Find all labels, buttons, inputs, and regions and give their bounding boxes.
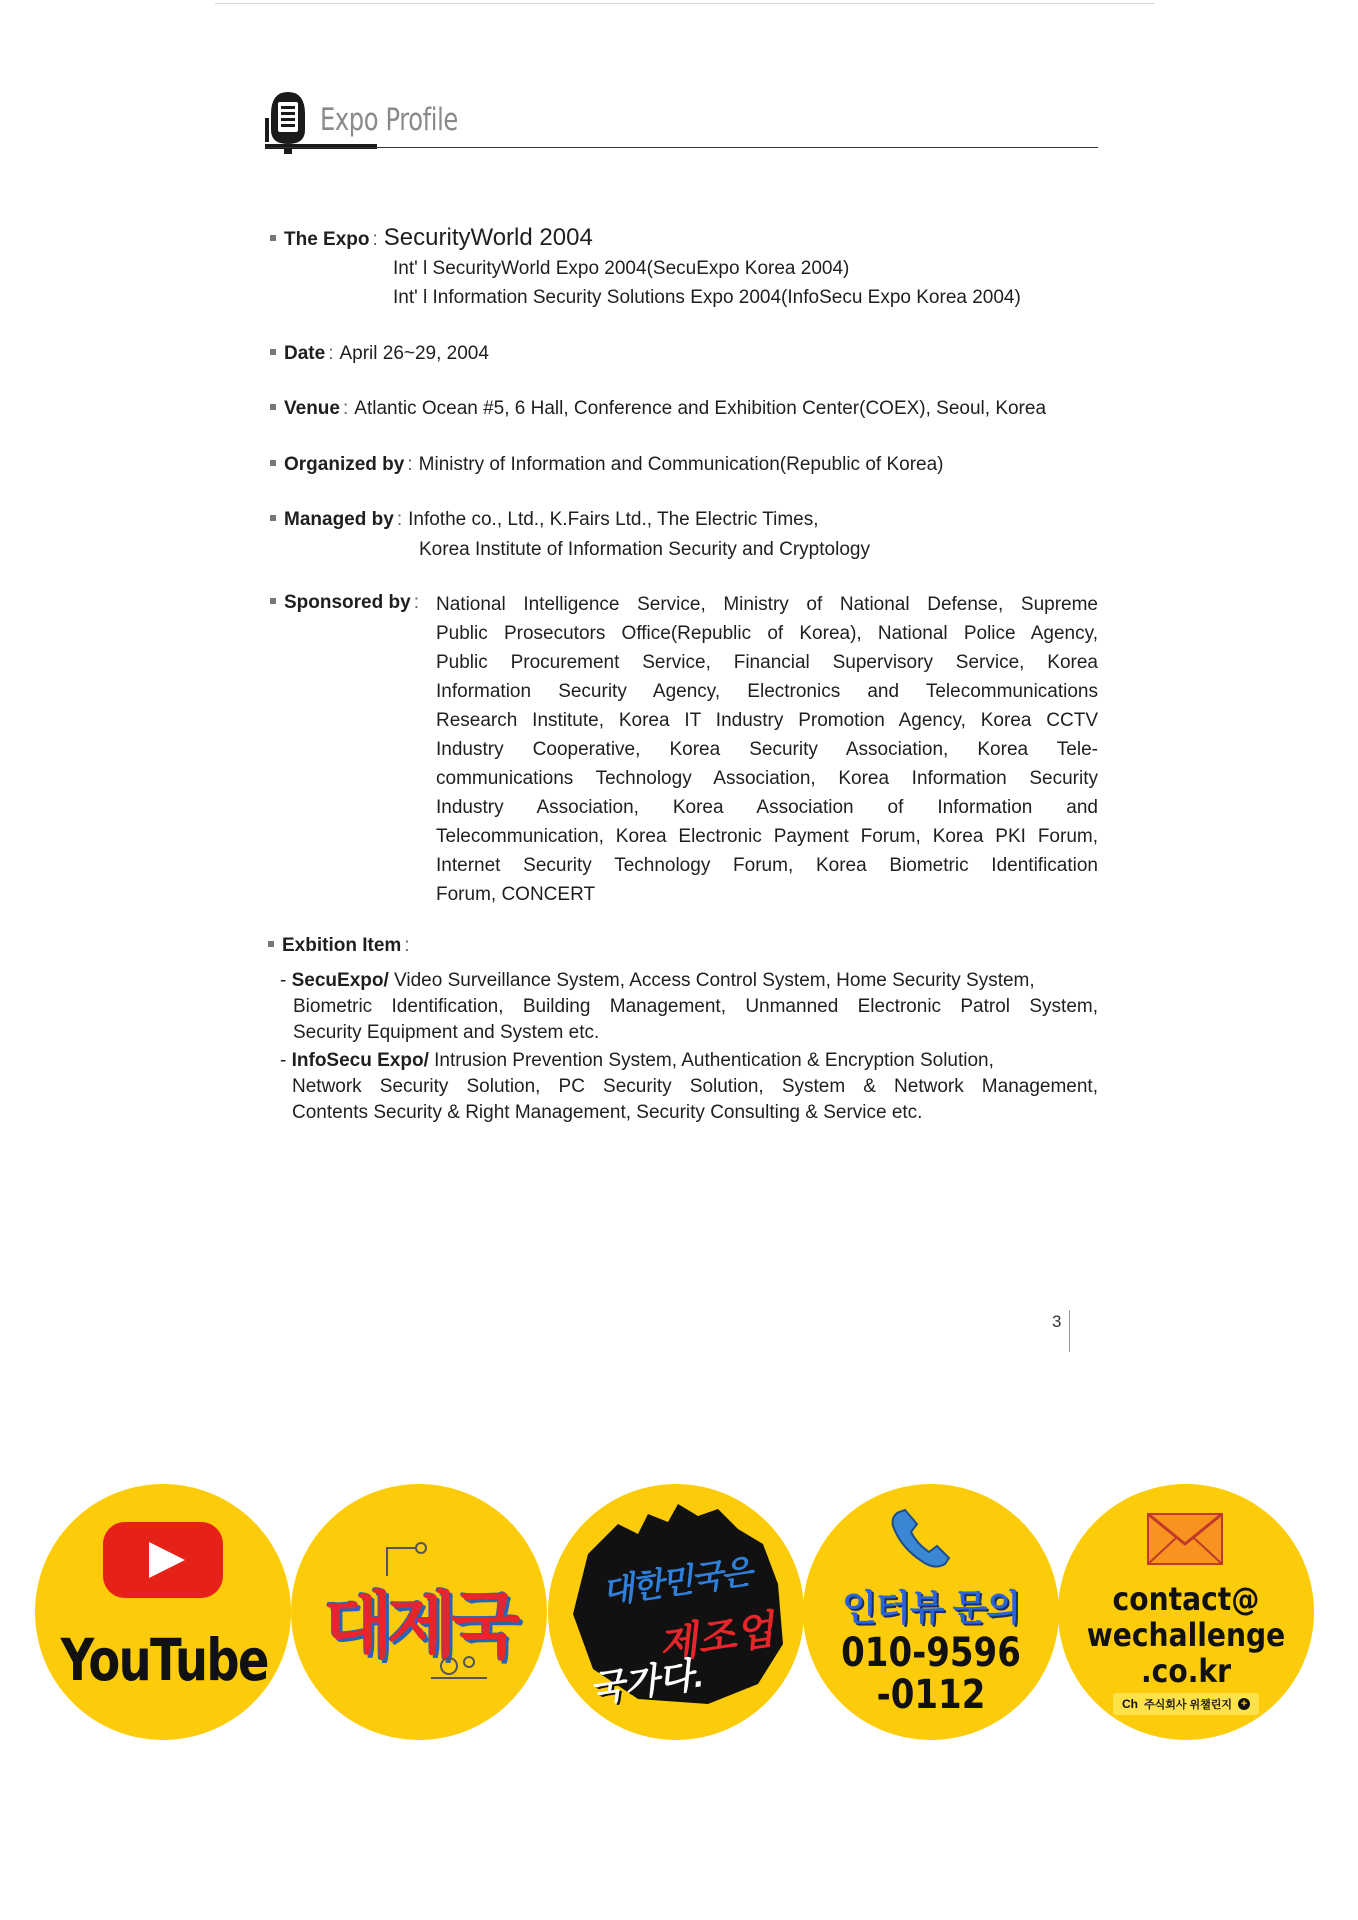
manufacturing-line3: 국가다. (586, 1653, 706, 1710)
interview-phone-2: -0112 (876, 1672, 986, 1718)
bullet-icon (270, 235, 276, 241)
expo-row: The Expo : SecurityWorld 2004 (270, 224, 593, 252)
channel-label: Ch (1121, 1697, 1138, 1711)
contact-circle-link[interactable] (1058, 1484, 1314, 1740)
sponsored-line: National Intelligence Service, Ministry of National Defense, Supreme (436, 594, 1098, 615)
envelope-icon (1146, 1512, 1224, 1566)
gear-doodle-icon (431, 1650, 491, 1686)
venue-row: Venue : Atlantic Ocean #5, 6 Hall, Conference and Exhibition Center(COEX), Seoul, Korea (270, 398, 1046, 420)
contact-line3: .co.kr (1140, 1652, 1232, 1690)
sponsored-line: Public Procurement Service, Financial Supervisory Service, Korea (436, 652, 1098, 673)
bullet-icon (270, 598, 276, 604)
managed-label: Managed by (284, 509, 394, 530)
bullet-icon (270, 460, 276, 466)
managed-row: Managed by : Infothe co., Ltd., K.Fairs Ltd., The Electric Times, (270, 509, 819, 531)
exhibition-row: Exbition Item : (268, 935, 416, 957)
sponsored-line: communications Technology Association, Korea Information Security (436, 768, 1098, 789)
interview-title: 인터뷰 문의 (842, 1587, 1020, 1628)
sponsored-line: Industry Association, Korea Association of Information and (436, 797, 1098, 818)
expo-label: The Expo (284, 229, 370, 250)
date-row: Date : April 26~29, 2004 (270, 343, 489, 365)
youtube-play-icon (103, 1522, 223, 1598)
contact-line1: contact@ (1112, 1580, 1260, 1618)
contact-line2: wechallenge (1086, 1616, 1286, 1654)
info-name: InfoSecu Expo/ (291, 1050, 429, 1071)
bullet-icon (270, 404, 276, 410)
kakao-channel-badge[interactable] (1113, 1693, 1259, 1715)
secu-name: SecuExpo/ (291, 970, 389, 991)
secu-line1 (280, 970, 1035, 992)
sponsored-row: Sponsored by : (270, 592, 425, 614)
page-header-title: Expo Profile (320, 102, 458, 138)
info-line1 (280, 1050, 994, 1072)
organized-row: Organized by : Ministry of Information and Communication(Republic of Korea) (270, 454, 943, 476)
phone-icon (887, 1504, 957, 1574)
sponsored-line: Public Prosecutors Office(Republic of Korea), National Police Agency, (436, 623, 1098, 644)
company-name: 주식회사 위챌린지 (1143, 1699, 1233, 1711)
sponsored-line: Forum, CONCERT (436, 884, 596, 905)
sponsored-line: Telecommunication, Korea Electronic Payment Forum, Korea PKI Forum, (436, 826, 1098, 847)
organized-label: Organized by (284, 454, 405, 475)
info-line2: Network Security Solution, PC Security Solution, System & Network Management, (292, 1076, 1098, 1097)
venue-value: Atlantic Ocean #5, 6 Hall, Conference and Exhibition Center(COEX), Seoul, Korea (354, 398, 1047, 419)
secu-line3: Security Equipment and System etc. (293, 1022, 600, 1043)
expo-name: SecurityWorld 2004 (383, 224, 593, 251)
page-number-rule (1069, 1310, 1070, 1352)
info-line3: Contents Security & Right Management, Security Consulting & Service etc. (292, 1102, 923, 1123)
daejeguk-circle-link[interactable] (291, 1484, 547, 1740)
bullet-icon (268, 941, 274, 947)
sponsored-line: Information Security Agency, Electronics and Telecommunications (436, 681, 1098, 702)
daejeguk-label: 대제국 (323, 1584, 515, 1668)
plus-icon: + (1238, 1698, 1250, 1710)
date-value: April 26~29, 2004 (339, 343, 489, 364)
info-items-1: Intrusion Prevention System, Authentication & Encryption Solution, (428, 1050, 994, 1071)
secu-items-1: Video Surveillance System, Access Control System, Home Security System, (388, 970, 1035, 991)
organized-value: Ministry of Information and Communication(Republic of Korea) (418, 454, 944, 475)
expo-sub2: Int' l Information Security Solutions Expo 2004(InfoSecu Expo Korea 2004) (393, 287, 1021, 308)
managed-line2: Korea Institute of Information Security and Cryptology (419, 539, 870, 560)
managed-line1: Infothe co., Ltd., K.Fairs Ltd., The Electric Times, (408, 509, 819, 530)
venue-label: Venue (284, 398, 340, 419)
sponsored-line: Research Institute, Korea IT Industry Promotion Agency, Korea CCTV (436, 710, 1098, 731)
bullet-icon (270, 515, 276, 521)
sponsored-line: Internet Security Technology Forum, Korea Biometric Identification (436, 855, 1098, 876)
page-number: 3 (1052, 1312, 1062, 1331)
header-rule (265, 147, 1098, 148)
manufacturing-circle-link[interactable] (548, 1484, 804, 1740)
top-scan-line (215, 3, 1155, 4)
bullet-icon (270, 349, 276, 355)
sponsored-line: Industry Cooperative, Korea Security Association, Korea Tele- (436, 739, 1098, 760)
youtube-label: YouTube (60, 1626, 268, 1694)
dash: - (280, 970, 292, 991)
interview-circle-link[interactable] (803, 1484, 1059, 1740)
manufacturing-line1: 대한민국은 (599, 1552, 753, 1611)
expo-sub1: Int' l SecurityWorld Expo 2004(SecuExpo Korea 2004) (393, 258, 850, 279)
interview-phone-1: 010-9596 (841, 1630, 1021, 1676)
secu-line2: Biometric Identification, Building Management, Unmanned Electronic Patrol System, (293, 996, 1098, 1017)
manufacturing-line2: 제조업 (656, 1608, 777, 1668)
sponsored-label: Sponsored by (284, 592, 411, 613)
date-label: Date (284, 343, 326, 364)
exhibition-label: Exbition Item (282, 935, 402, 956)
dash: - (280, 1050, 292, 1071)
youtube-circle-link[interactable] (35, 1484, 291, 1740)
